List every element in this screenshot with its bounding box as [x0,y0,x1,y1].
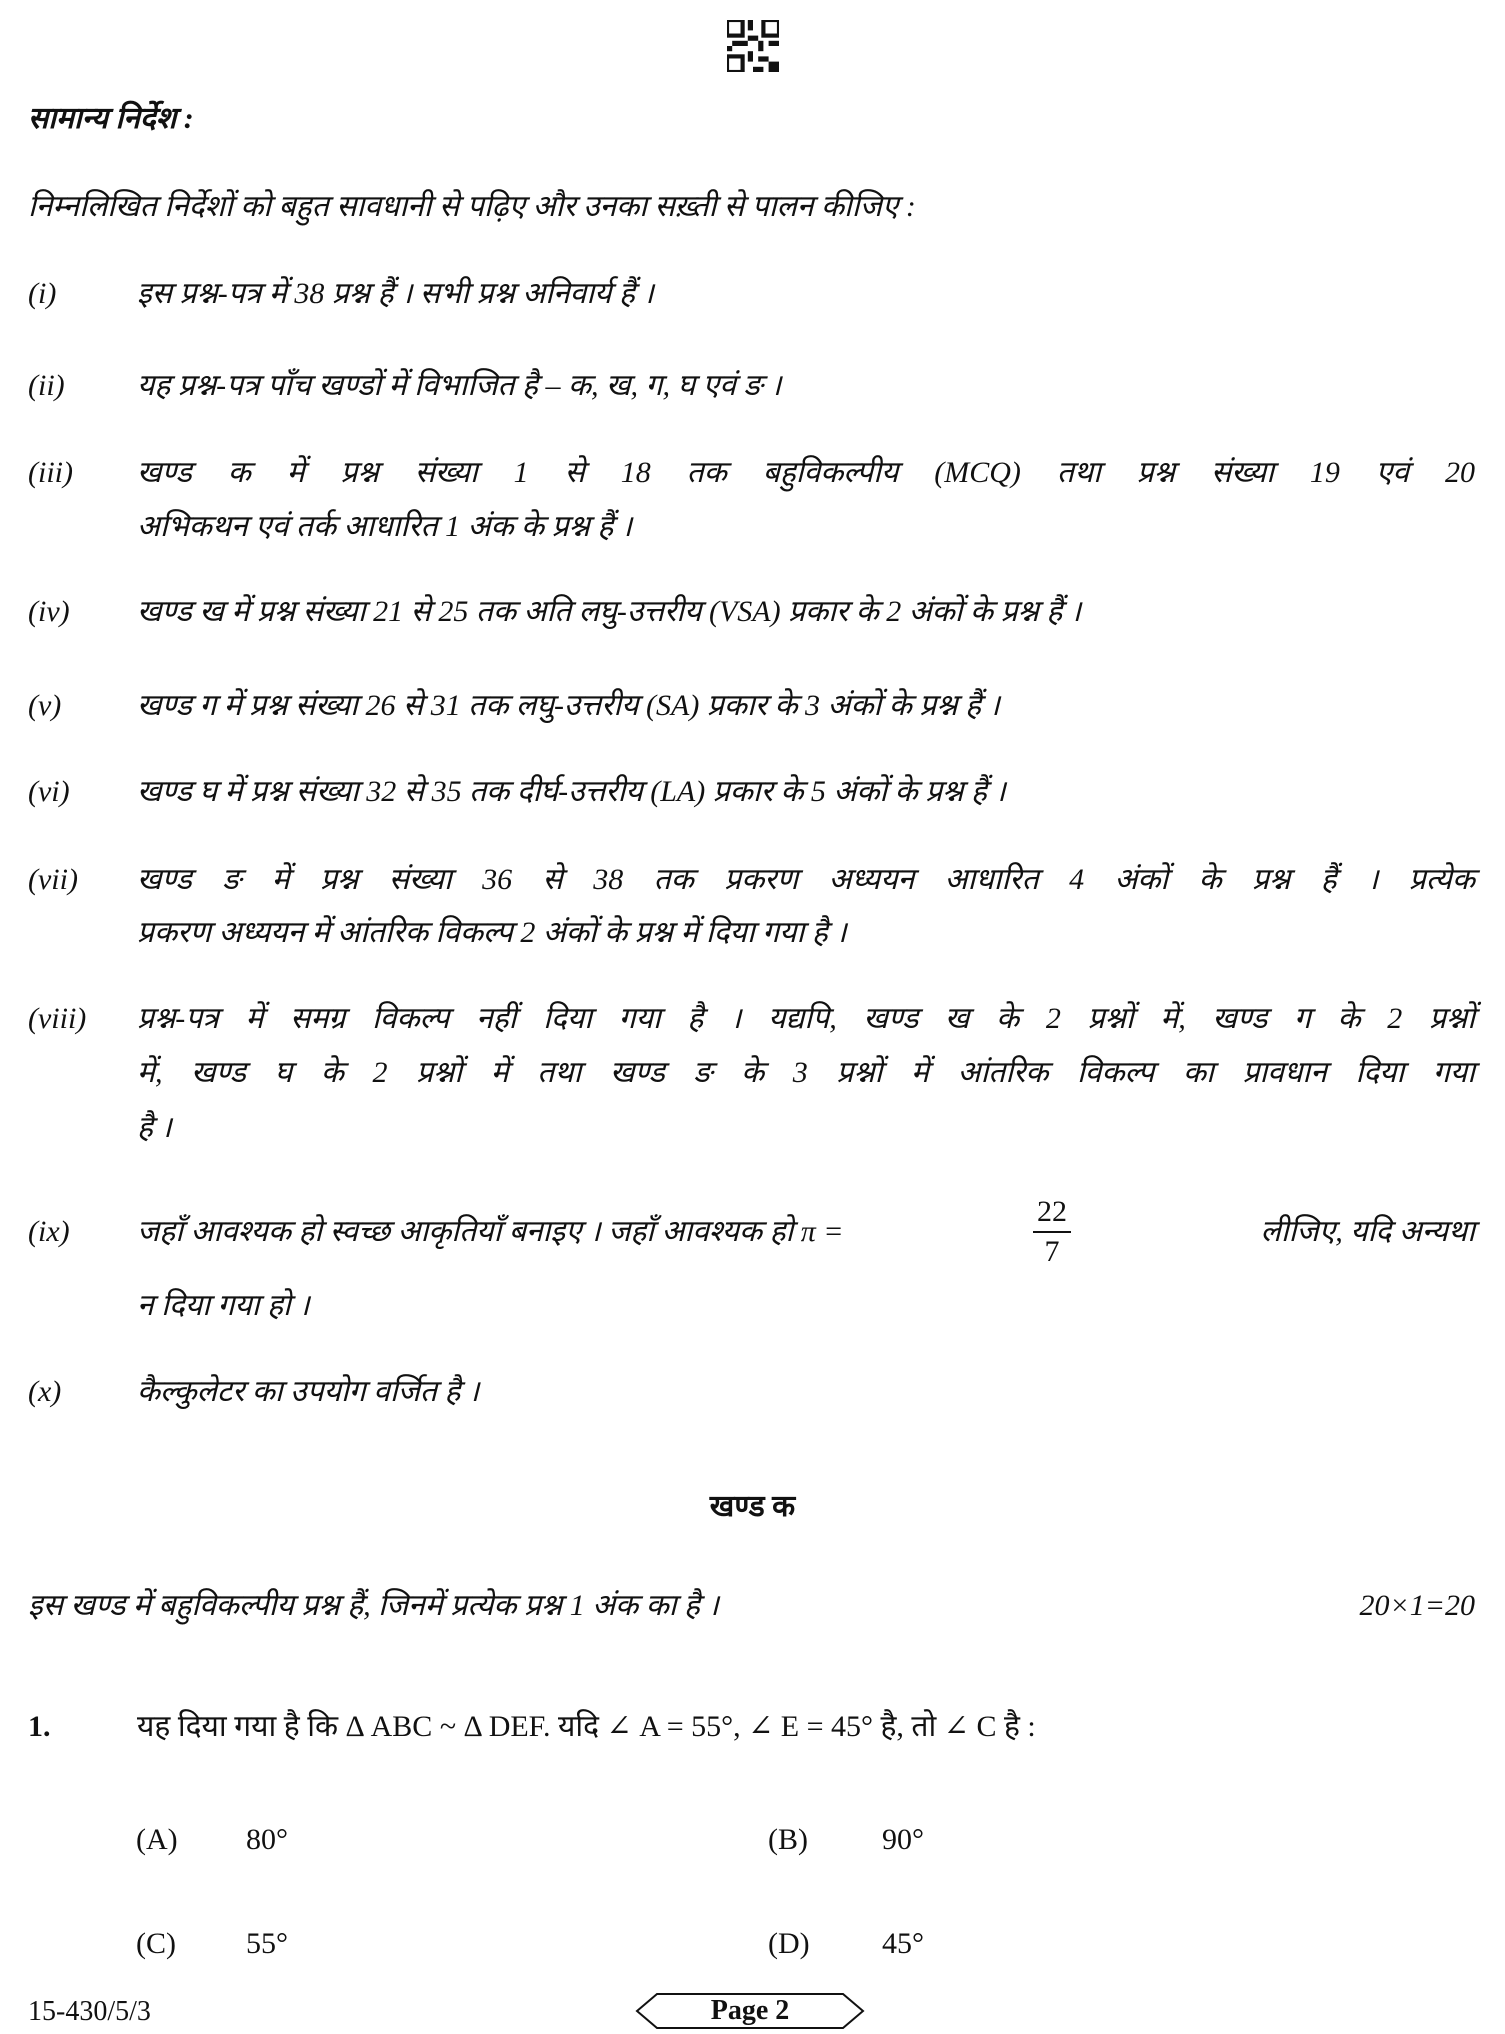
fraction-denominator: 7 [1044,1235,1060,1268]
instructions-intro: निम्नलिखित निर्देशों को बहुत सावधानी से पढ़िए और उनका सख़्ती से पालन कीजिए : [28,190,916,223]
instruction-number: (vii) [28,863,78,896]
page-number: Page 2 [710,1995,790,2026]
instruction-number: (x) [28,1375,62,1408]
instruction-text: प्रकरण अध्ययन में आंतरिक विकल्प 2 अंकों के प्रश्न में दिया गया है । [137,916,847,949]
option-label-a: (A) [136,1823,178,1856]
option-label-d: (D) [768,1927,810,1960]
instruction-number: (ii) [28,369,65,402]
instruction-text: खण्ड क में प्रश्न संख्या 1 से 18 तक बहुविकल्पीय (MCQ) तथा प्रश्न संख्या 19 एवं 20 [137,456,1475,489]
question-number: 1. [28,1710,51,1743]
option-value-a: 80° [246,1823,288,1856]
instruction-text: कैल्कुलेटर का उपयोग वर्जित है । [137,1375,480,1408]
option-value-b: 90° [882,1823,924,1856]
fraction-numerator: 22 [1033,1193,1071,1233]
question-text: यह दिया गया है कि Δ ABC ~ Δ DEF. यदि ∠ A = 55°, ∠ E = 45° है, तो ∠ C है : [137,1710,1036,1743]
option-label-b: (B) [768,1823,808,1856]
instruction-number: (vi) [28,775,70,808]
instruction-number: (viii) [28,1002,87,1035]
instruction-number: (iv) [28,595,70,628]
instruction-text: इस प्रश्न-पत्र में 38 प्रश्न हैं । सभी प्रश्न अनिवार्य हैं । [137,277,654,310]
instruction-number: (iii) [28,456,73,489]
section-intro: इस खण्ड में बहुविकल्पीय प्रश्न हैं, जिनमें प्रत्येक प्रश्न 1 अंक का है । [28,1589,719,1622]
qr-code-icon [727,20,779,72]
pi-fraction [1033,1193,1071,1271]
instructions-title: सामान्य निर्देश : [28,102,194,135]
paper-code: 15-430/5/3 [28,1996,151,2027]
instruction-number: (v) [28,689,62,722]
instruction-number: (i) [28,277,57,310]
section-marks: 20×1=20 [1359,1589,1475,1622]
instruction-text: खण्ड ख में प्रश्न संख्या 21 से 25 तक अति लघु-उत्तरीय (VSA) प्रकार के 2 अंकों के प्रश्न हैं । [137,595,1082,628]
instruction-text: खण्ड ग में प्रश्न संख्या 26 से 31 तक लघु-उत्तरीय (SA) प्रकार के 3 अंकों के प्रश्न हैं । [137,689,1000,722]
instruction-text: अभिकथन एवं तर्क आधारित 1 अंक के प्रश्न हैं । [137,510,633,543]
instruction-text: जहाँ आवश्यक हो स्वच्छ आकृतियाँ बनाइए । जहाँ आवश्यक हो π = [137,1215,844,1248]
instruction-text: खण्ड ङ में प्रश्न संख्या 36 से 38 तक प्रकरण अध्ययन आधारित 4 अंकों के प्रश्न हैं । प्रत्येक [137,863,1475,896]
option-label-c: (C) [136,1927,176,1960]
instruction-text: प्रश्न-पत्र में समग्र विकल्प नहीं दिया गया है । यद्यपि, खण्ड ख के 2 प्रश्नों में, खण्ड ग के 2 प्रश्नों [137,1002,1475,1035]
instruction-text: है । [137,1111,172,1144]
instruction-text: लीजिए, यदि अन्यथा [1260,1215,1475,1248]
instruction-number: (ix) [28,1215,70,1248]
instruction-text: में, खण्ड घ के 2 प्रश्नों में तथा खण्ड ङ के 3 प्रश्नों में आंतरिक विकल्प का प्रावधान दिया गया [137,1056,1475,1089]
option-value-c: 55° [246,1927,288,1960]
instruction-text: खण्ड घ में प्रश्न संख्या 32 से 35 तक दीर्घ-उत्तरीय (LA) प्रकार के 5 अंकों के प्रश्न हैं । [137,775,1006,808]
option-value-d: 45° [882,1927,924,1960]
instruction-text-pi [137,1192,1475,1272]
section-title: खण्ड क [709,1490,796,1523]
instruction-text: न दिया गया हो । [137,1289,310,1322]
instruction-text: यह प्रश्न-पत्र पाँच खण्डों में विभाजित है – क, ख, ग, घ एवं ङ । [137,369,782,402]
